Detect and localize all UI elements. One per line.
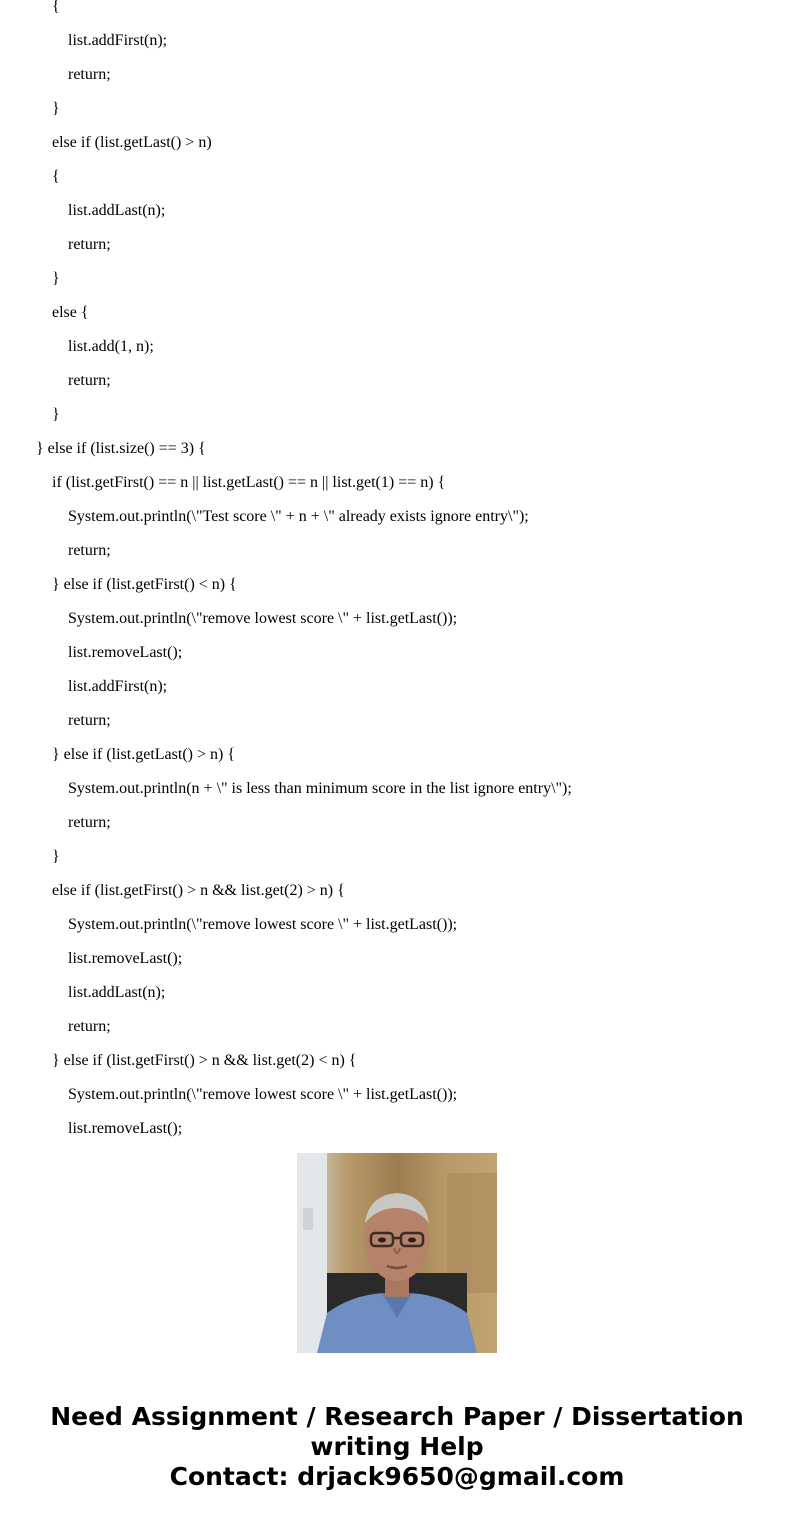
code-line: list.addLast(n); — [68, 984, 166, 1001]
person-portrait-icon — [297, 1153, 497, 1353]
code-line: } else if (list.getLast() > n) { — [52, 746, 235, 763]
code-line: } else if (list.size() == 3) { — [36, 440, 206, 457]
code-line: System.out.println(\"remove lowest score \" + list.getLast()); — [68, 1086, 458, 1103]
code-line: } else if (list.getFirst() < n) { — [52, 576, 237, 593]
code-line: if (list.getFirst() == n || list.getLast() == n || list.get(1) == n) { — [52, 474, 446, 491]
code-line: return; — [68, 712, 111, 729]
code-line: return; — [68, 814, 111, 831]
code-line: else if (list.getFirst() > n && list.get(2) > n) { — [52, 882, 345, 899]
code-line: } — [52, 406, 60, 423]
code-line: return; — [68, 236, 111, 253]
code-line: } — [52, 848, 60, 865]
code-line: { — [52, 0, 60, 15]
code-line: list.removeLast(); — [68, 950, 183, 967]
code-line: { — [52, 168, 60, 185]
code-line: list.removeLast(); — [68, 644, 183, 661]
code-line: return; — [68, 66, 111, 83]
footer-headline: Need Assignment / Research Paper / Dissertation — [50, 1402, 744, 1431]
code-line: return; — [68, 542, 111, 559]
code-line: return; — [68, 1018, 111, 1035]
code-line: else { — [52, 304, 89, 321]
code-line: list.addLast(n); — [68, 202, 166, 219]
code-line: System.out.println(\"remove lowest score \" + list.getLast()); — [68, 916, 458, 933]
code-line: return; — [68, 372, 111, 389]
footer-subheadline: writing Help — [310, 1432, 484, 1461]
code-line: System.out.println(n + \" is less than minimum score in the list ignore entry\"); — [68, 780, 572, 797]
contact-footer — [0, 1402, 794, 1492]
code-line: } — [52, 100, 60, 117]
code-line: list.removeLast(); — [68, 1120, 183, 1137]
code-line: list.add(1, n); — [68, 338, 154, 355]
code-line: System.out.println(\"Test score \" + n + \" already exists ignore entry\"); — [68, 508, 529, 525]
footer-contact-email: Contact: drjack9650@gmail.com — [169, 1462, 625, 1491]
code-line: } else if (list.getFirst() > n && list.get(2) < n) { — [52, 1052, 357, 1069]
code-line: list.addFirst(n); — [68, 678, 168, 695]
code-line: System.out.println(\"remove lowest score \" + list.getLast()); — [68, 610, 458, 627]
code-line: list.addFirst(n); — [68, 32, 168, 49]
author-photo — [297, 1153, 497, 1353]
code-line: else if (list.getLast() > n) — [52, 134, 212, 151]
code-line: } — [52, 270, 60, 287]
